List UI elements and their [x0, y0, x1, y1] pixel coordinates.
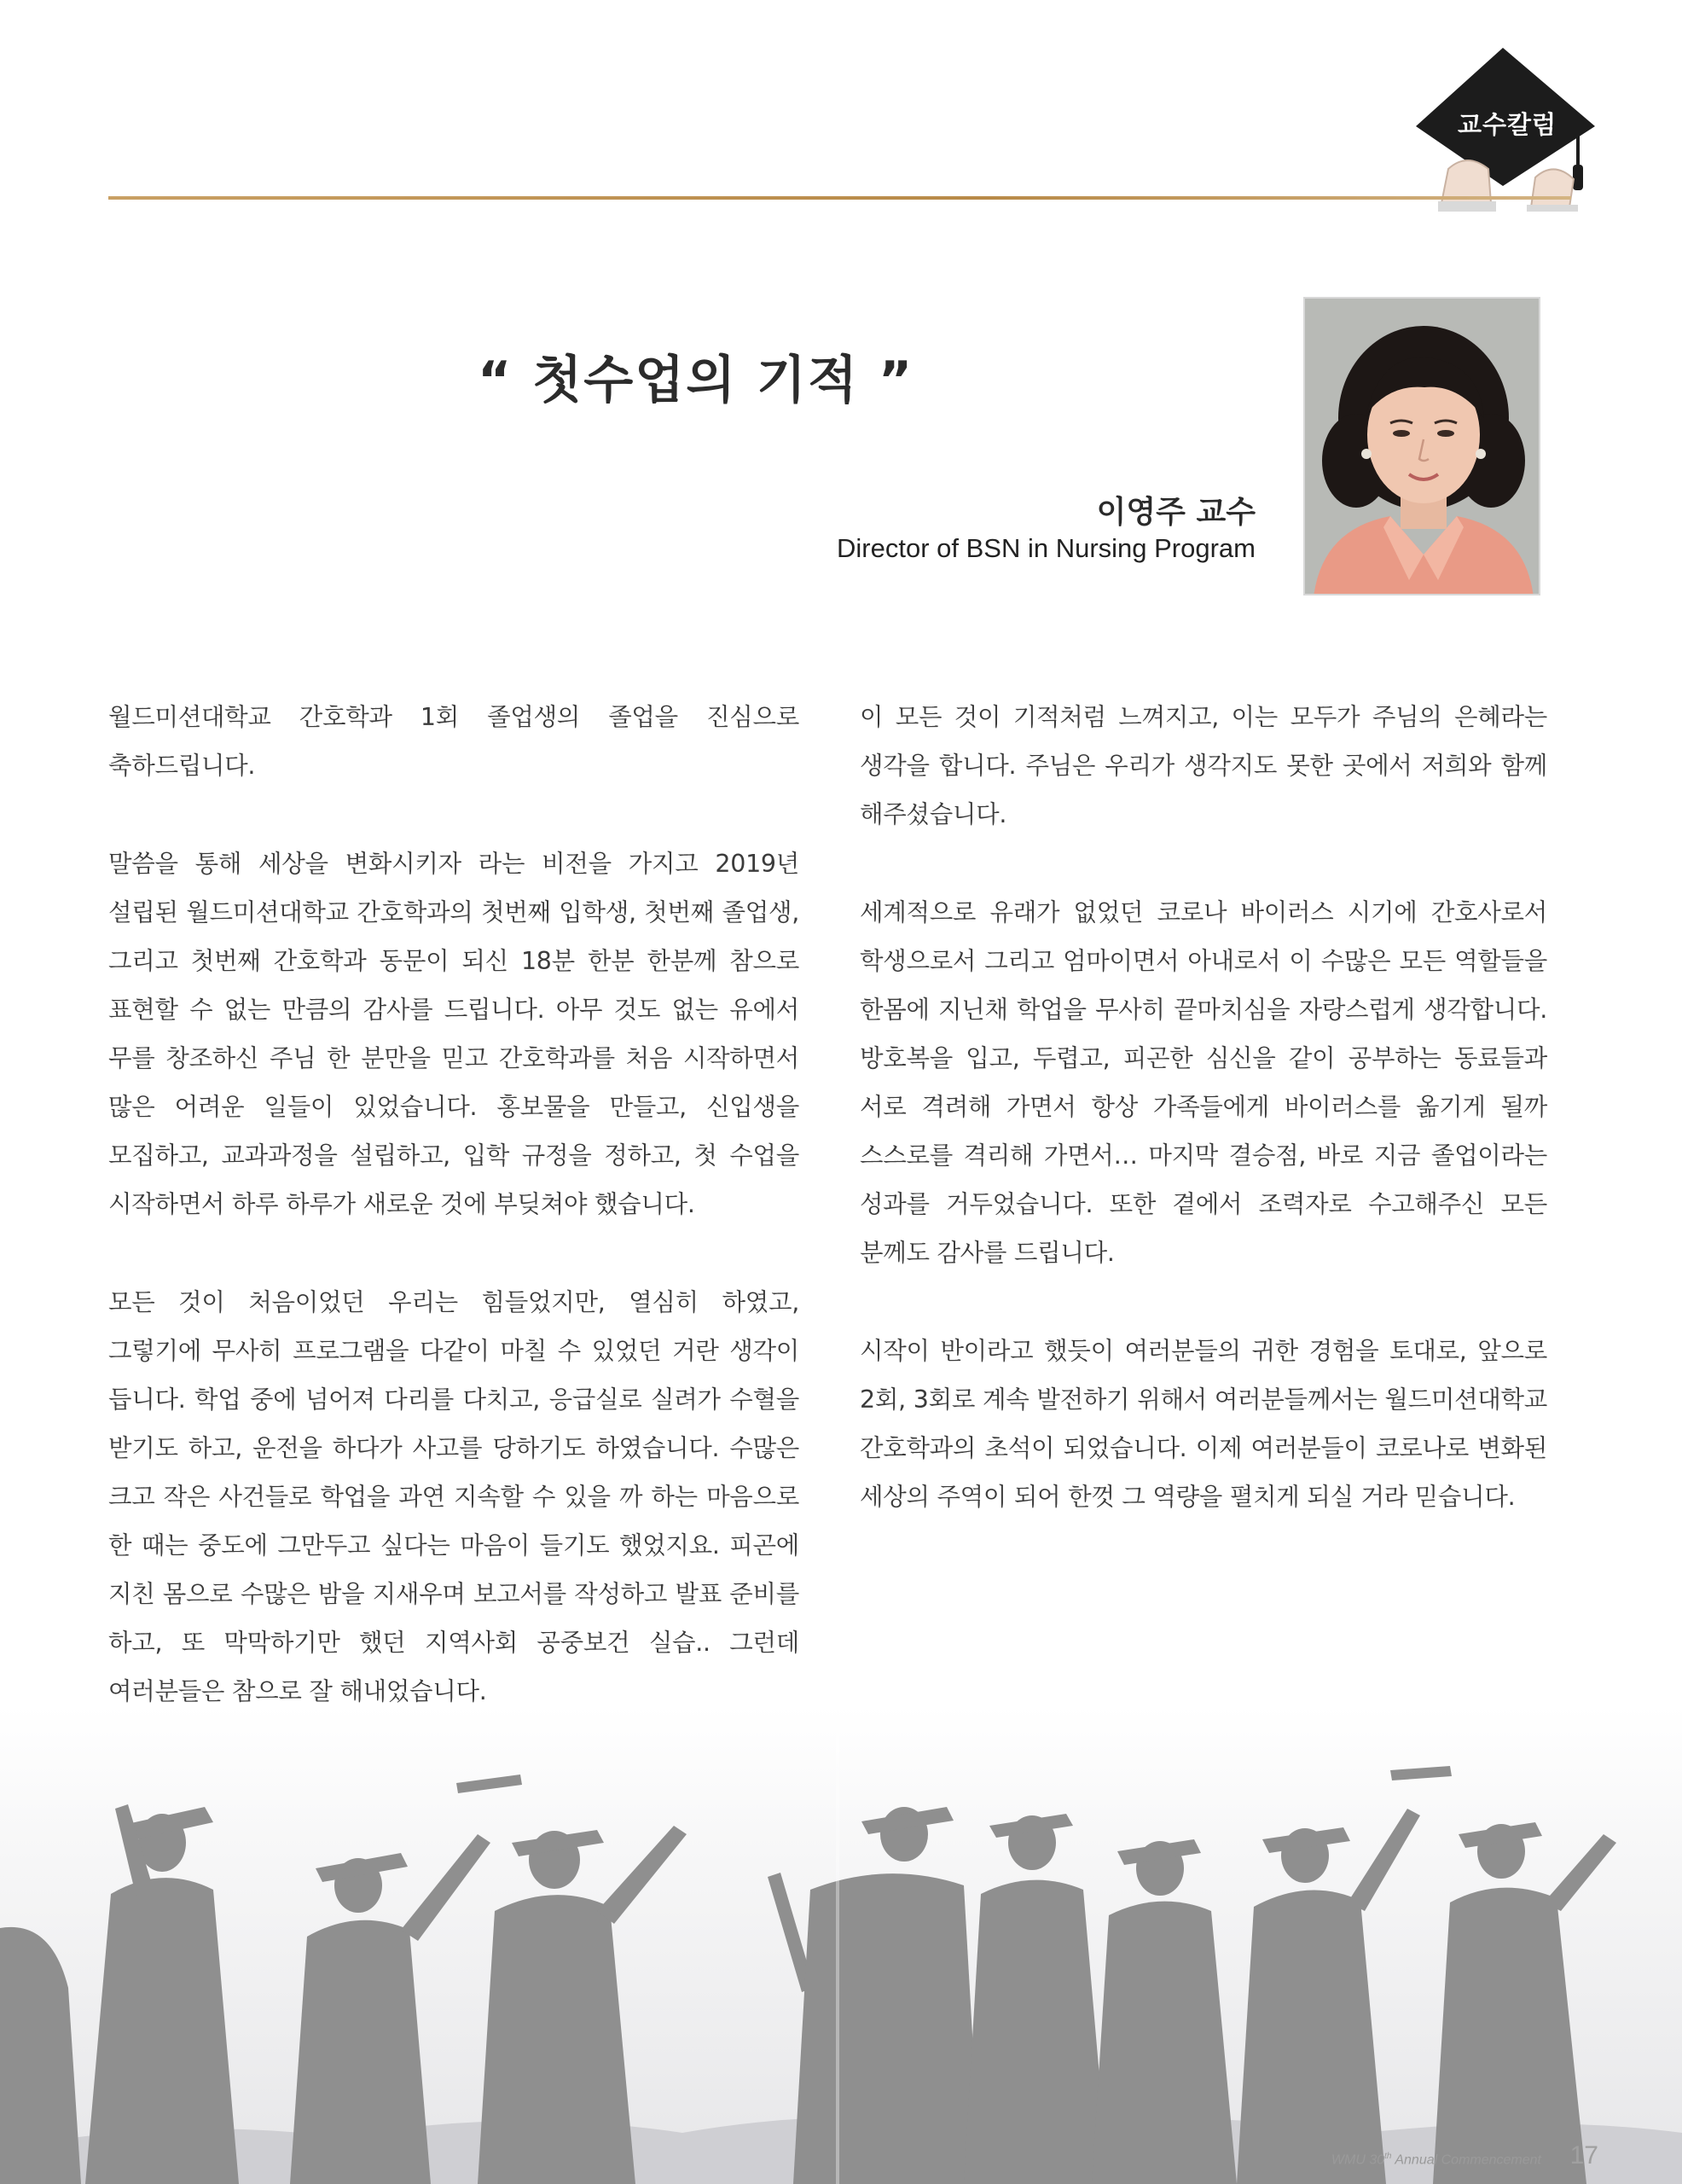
author-name: 이영주 교수 — [1096, 495, 1256, 530]
footer-sup: th — [1384, 2152, 1392, 2161]
column-badge — [1407, 41, 1604, 212]
paragraph: 모든 것이 처음이었던 우리는 힘들었지만, 열심히 하였고, 그렇기에 무사히 프로그램을 다같이 마칠 수 있었던 거란 생각이 듭니다. 학업 중에 넘어져 다리를 다치고, 응급실로 실려가 수혈을 받기도 하고, 운전을 하다가 사고를 당하기도 하였습니다. 수많은 크고 작은 사건들로 학업을 과연 지속할 수 있을 까 하는 마음으로 한 때는 중도에 그만두고 싶다는 마음이 들기도 했었지요. 피곤에 지친 몸으로 수많은 밤을 지새우며 보고서를 작성하고 발표 준비를 하고, 또 막막하기만 했던 지역사회 공중보건 실습.. 그런데 여러분들은 참으로 잘 해내었습니다. — [108, 1288, 799, 1705]
paragraph: 시작이 반이라고 했듯이 여러분들의 귀한 경험을 토대로, 앞으로 2회, 3회로 계속 발전하기 위해서 여러분들께서는 월드미션대학교 간호학과의 초석이 되었습니다. 이제 여러분들이 코로나로 변화된 세상의 주역이 되어 한껏 그 역량을 펼치게 되실 거라 믿습니다. — [860, 1337, 1547, 1511]
graduates-silhouette-image — [0, 1706, 1682, 2184]
footer-suffix: Annual Commencement — [1391, 2152, 1541, 2168]
footer-text — [1331, 2152, 1541, 2168]
paragraph: 말씀을 통해 세상을 변화시키자 라는 비전을 가지고 2019년 설립된 월드미션대학교 간호학과의 첫번째 입학생, 첫번째 졸업생, 그리고 첫번째 간호학과 동문이 되신 18분 한분 한분께 참으로 표현할 수 없는 만큼의 감사를 드립니다. 아무 것도 없는 유에서 무를 창조하신 주님 한 분만을 믿고 간호학과를 처음 시작하면서 많은 어려운 일들이 있었습니다. 홍보물을 만들고, 신입생을 모집하고, 교과과정을 설립하고, 입학 규정을 정하고, 첫 수업을 시작하면서 하루 하루가 새로운 것에 부딪쳐야 했습니다. — [108, 850, 799, 1218]
graduates-silhouette-icon — [0, 1706, 1682, 2184]
footer-prefix: WMU 30 — [1331, 2152, 1385, 2168]
badge-label: 교수칼럼 — [1457, 110, 1557, 139]
article-column-right — [860, 693, 1547, 1571]
author-portrait — [1303, 297, 1540, 595]
header-rule — [108, 196, 1571, 200]
article-title: “ 첫수업의 기적 ” — [478, 351, 914, 410]
paragraph: 세계적으로 유래가 없었던 코로나 바이러스 시기에 간호사로서 학생으로서 그리고 엄마이면서 아내로서 이 수많은 모든 역할들을 한몸에 지닌채 학업을 무사히 끝마치심을 자랑스럽게 생각합니다. 방호복을 입고, 두렵고, 피곤한 심신을 같이 공부하는 동료들과 서로 격려해 가면서 항상 가족들에게 바이러스를 옮기게 될까 스스로를 격리해 가면서… 마지막 결승점, 바로 지금 졸업이라는 성과를 거두었습니다. 또한 곁에서 조력자로 수고해주신 모든 분께도 감사를 드립니다. — [860, 898, 1547, 1267]
paragraph: 월드미션대학교 간호학과 1회 졸업생의 졸업을 진심으로 축하드립니다. — [108, 703, 799, 780]
author-role: Director of BSN in Nursing Program — [837, 533, 1256, 563]
article-column-left — [108, 693, 799, 1765]
paragraph: 이 모든 것이 기적처럼 느껴지고, 이는 모두가 주님의 은혜라는 생각을 합니다. 주님은 우리가 생각지도 못한 곳에서 저희와 함께 해주셨습니다. — [860, 703, 1547, 828]
page-number: 17 — [1569, 2141, 1598, 2169]
portrait-image — [1305, 299, 1540, 595]
